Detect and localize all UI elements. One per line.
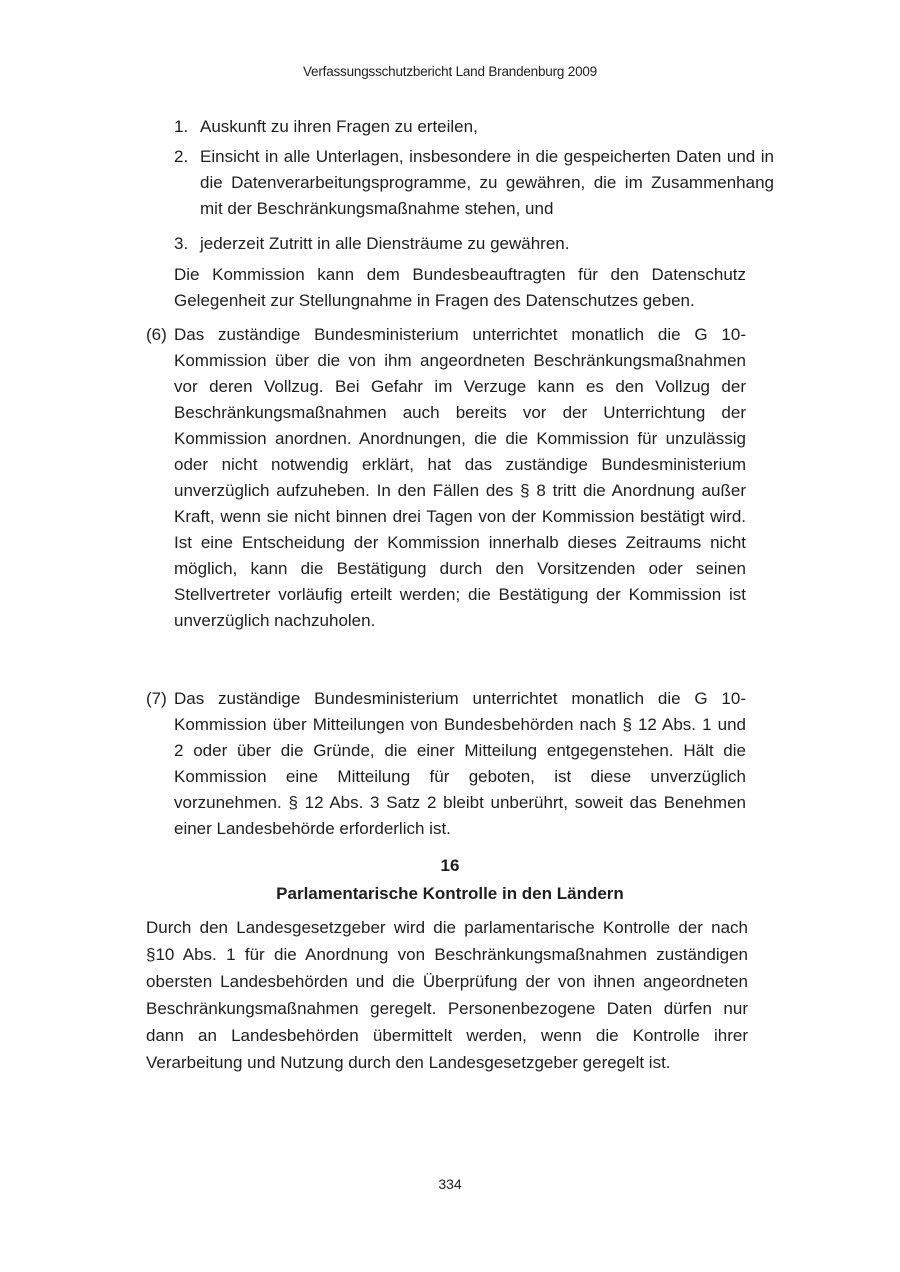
paragraph-marker: (6): [146, 325, 167, 344]
paragraph-7: [146, 686, 746, 842]
section-title: Parlamentarische Kontrolle in den Ländern: [276, 884, 624, 903]
running-header: Verfassungsschutzbericht Land Brandenburg 2009: [302, 64, 597, 79]
paragraph-6: [146, 322, 746, 634]
sublist-item-2: [174, 144, 774, 222]
sublist-item-number: 3.: [174, 234, 189, 253]
paragraph-text: Das zuständige Bundesministerium unterrichtet monatlich die G 10-Kommission über Mitteilungen von Bundesbehörden nach § 12 Abs. 1 und 2 oder über die Gründe, die einer Mitteilung entgegenstehen. Hält die Kommission eine Mitteilung für geboten, ist diese unverzüglich vorzunehmen. § 12 Abs. 3 Satz 2 bleibt unberührt, soweit das Benehmen einer Landesbehörde erforderlich ist.: [174, 689, 746, 838]
sublist-item-number: 1.: [174, 117, 189, 136]
paragraph-text: Das zuständige Bundesministerium unterrichtet monatlich die G 10-Kommission über die von ihm angeordneten Beschränkungsmaßnahmen vor deren Vollzug. Bei Gefahr im Verzuge kann es den Vollzug der Beschränkungsmaßnahmen auch bereits vor der Unterrichtung der Kommission anordnen. Anordnungen, die die Kommission für unzulässig oder nicht notwendig erklärt, hat das zuständige Bundesministerium unverzüglich aufzuheben. In den Fällen des § 8 tritt die Anordnung außer Kraft, wenn sie nicht binnen drei Tagen von der Kommission bestätigt wird. Ist eine Entscheidung der Kommission innerhalb dieses Zeitraums nicht möglich, kann die Bestätigung durch den Vorsitzenden oder seinen Stellvertreter vorläufig erteilt werden; die Bestätigung der Kommission ist unverzüglich nachzuholen.: [174, 325, 746, 630]
commission-note-paragraph: Die Kommission kann dem Bundesbeauftragten für den Datenschutz Gelegenheit zur Stellungnahme in Fragen des Datenschutzes geben.: [174, 265, 746, 310]
section-number: 16: [440, 856, 460, 875]
sublist-item-number: 2.: [174, 147, 189, 166]
sublist-item-text: Auskunft zu ihren Fragen zu erteilen,: [200, 117, 478, 136]
paragraph-marker: (7): [146, 689, 167, 708]
sublist-item-3: [174, 231, 774, 257]
section-body-paragraph: Durch den Landesgesetzgeber wird die parlamentarische Kontrolle der nach §10 Abs. 1 für die Anordnung von Beschränkungsmaßnahmen zuständigen obersten Landesbehörden und die Überprüfung der von ihnen angeordneten Beschränkungsmaßnahmen geregelt. Personenbezogene Daten dürfen nur dann an Landesbehörden übermittelt werden, wenn die Kontrolle ihrer Verarbeitung und Nutzung durch den Landesgesetzgeber geregelt ist.: [146, 918, 748, 1072]
sublist-item-text: Einsicht in alle Unterlagen, insbesondere in die gespeicherten Daten und in die Datenverarbeitungsprogramme, zu gewähren, die im Zusammenhang mit der Beschränkungsmaßnahme stehen, und: [200, 147, 774, 218]
sublist-item-text: jederzeit Zutritt in alle Diensträume zu gewähren.: [200, 234, 570, 253]
sublist-item-1: [174, 114, 774, 140]
page-number: 334: [438, 1176, 462, 1192]
